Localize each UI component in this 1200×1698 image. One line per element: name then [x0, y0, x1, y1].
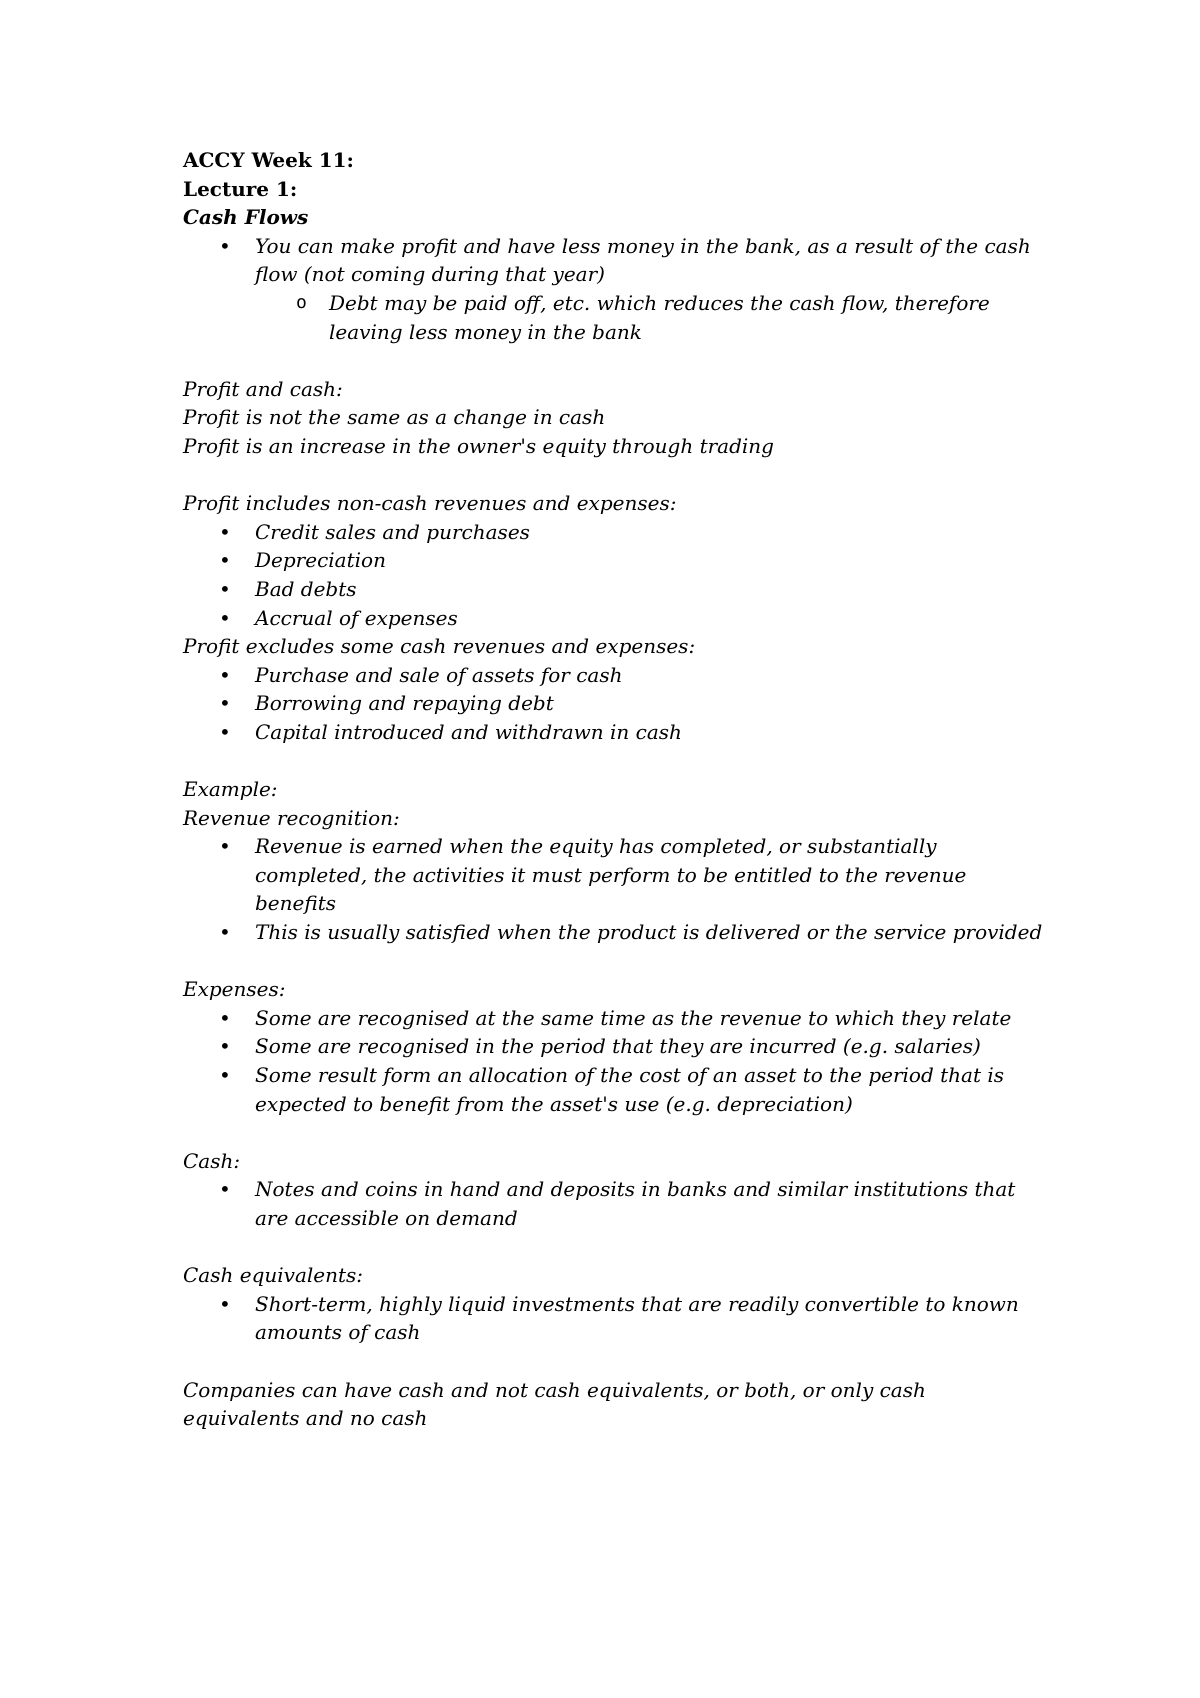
list-item-text: Revenue is earned when the equity has completed, or substantially completed, the activities it must perform to be entitled to the revenue benefits: [255, 834, 967, 916]
section-heading: Expenses:: [183, 977, 286, 1002]
profit-includes-list: [183, 518, 1043, 632]
list-item: [183, 546, 1043, 575]
list-item: [183, 918, 1043, 947]
bullet-icon: •: [219, 519, 231, 544]
section-heading: Profit and cash:: [183, 376, 343, 401]
list-item-text: Some result form an allocation of the cost of an asset to the period that is expected to benefit from the asset's use (e.g. depreciation): [255, 1063, 1005, 1116]
spacer: [183, 1118, 1043, 1147]
list-item: [183, 689, 1043, 718]
spacer: [183, 346, 1043, 375]
closing-paragraph: Companies can have cash and not cash equivalents, or both, or only cash equivalents and no cash: [183, 1377, 926, 1431]
bullet-icon: •: [219, 920, 231, 945]
intro-list: [183, 232, 1043, 289]
spacer: [183, 1233, 1043, 1262]
topic-title: Cash Flows: [183, 205, 309, 230]
bullet-icon: •: [219, 1177, 231, 1202]
list-item: [183, 1175, 1043, 1232]
bullet-icon: •: [219, 1291, 231, 1316]
list-item-text: Debt may be paid off, etc. which reduces the cash flow, therefore leaving less money in the bank: [329, 290, 990, 344]
bullet-icon: •: [219, 548, 231, 573]
list-item: [183, 832, 1043, 918]
intro-sub-list: [183, 289, 1043, 346]
list-item-text: Some are recognised at the same time as the revenue to which they relate: [255, 1005, 1012, 1030]
bullet-icon: •: [219, 662, 231, 687]
list-item-text: Purchase and sale of assets for cash: [255, 662, 623, 687]
list-item-text: Bad debts: [255, 576, 357, 601]
list-item-text: Notes and coins in hand and deposits in banks and similar institutions that are accessible on demand: [255, 1177, 1016, 1230]
list-item: [183, 1032, 1043, 1061]
cash-equivalents-list: [183, 1290, 1043, 1347]
bullet-icon: •: [219, 719, 231, 744]
bullet-icon: •: [219, 1005, 231, 1030]
list-item-text: Short-term, highly liquid investments that are readily convertible to known amounts of cash: [255, 1291, 1019, 1345]
list-item-text: Depreciation: [255, 548, 386, 573]
list-item-text: Accrual of expenses: [255, 605, 458, 630]
bullet-icon: •: [219, 834, 231, 859]
expenses-list: [183, 1004, 1043, 1118]
bullet-icon: •: [219, 691, 231, 716]
section-heading: Cash:: [183, 1148, 241, 1173]
list-item-text: Capital introduced and withdrawn in cash: [255, 719, 682, 744]
list-item-text: This is usually satisfied when the product is delivered or the service provided: [255, 920, 1043, 945]
list-item: [183, 718, 1043, 747]
spacer: [183, 461, 1043, 490]
list-item: [183, 1061, 1043, 1118]
list-item: [183, 575, 1043, 604]
list-item: [183, 604, 1043, 633]
document-body: [183, 146, 1043, 1433]
bullet-icon: •: [219, 605, 231, 630]
spacer: [183, 947, 1043, 976]
circle-bullet-icon: o: [296, 291, 307, 313]
section-heading: Profit includes non-cash revenues and expenses:: [183, 491, 677, 516]
section-heading: Cash equivalents:: [183, 1263, 364, 1288]
bullet-icon: •: [219, 576, 231, 601]
profit-excludes-list: [183, 661, 1043, 747]
revenue-recognition-list: [183, 832, 1043, 946]
list-item: [183, 1290, 1043, 1347]
list-item: [183, 1004, 1043, 1033]
section-heading: Example:: [183, 777, 278, 802]
list-item: [183, 518, 1043, 547]
cash-list: [183, 1175, 1043, 1232]
spacer: [183, 1347, 1043, 1376]
paragraph-line: Profit is an increase in the owner's equity through trading: [183, 433, 774, 458]
section-heading: Profit excludes some cash revenues and expenses:: [183, 634, 696, 659]
list-item: [183, 661, 1043, 690]
list-item-text: Some are recognised in the period that they are incurred (e.g. salaries): [255, 1034, 981, 1059]
bullet-icon: •: [219, 233, 231, 258]
paragraph-line: Profit is not the same as a change in cash: [183, 405, 606, 430]
list-item-text: Borrowing and repaying debt: [255, 691, 554, 716]
list-item-text: Credit sales and purchases: [255, 519, 530, 544]
week-title: ACCY Week 11:: [183, 148, 354, 172]
section-subheading: Revenue recognition:: [183, 805, 400, 830]
list-item: [183, 289, 1043, 346]
bullet-icon: •: [219, 1063, 231, 1087]
list-item: [183, 232, 1043, 289]
spacer: [183, 746, 1043, 775]
lecture-title: Lecture 1:: [183, 176, 298, 201]
list-item-text: You can make profit and have less money in the bank, as a result of the cash flow (not coming during that year): [255, 233, 1031, 287]
bullet-icon: •: [219, 1034, 231, 1059]
